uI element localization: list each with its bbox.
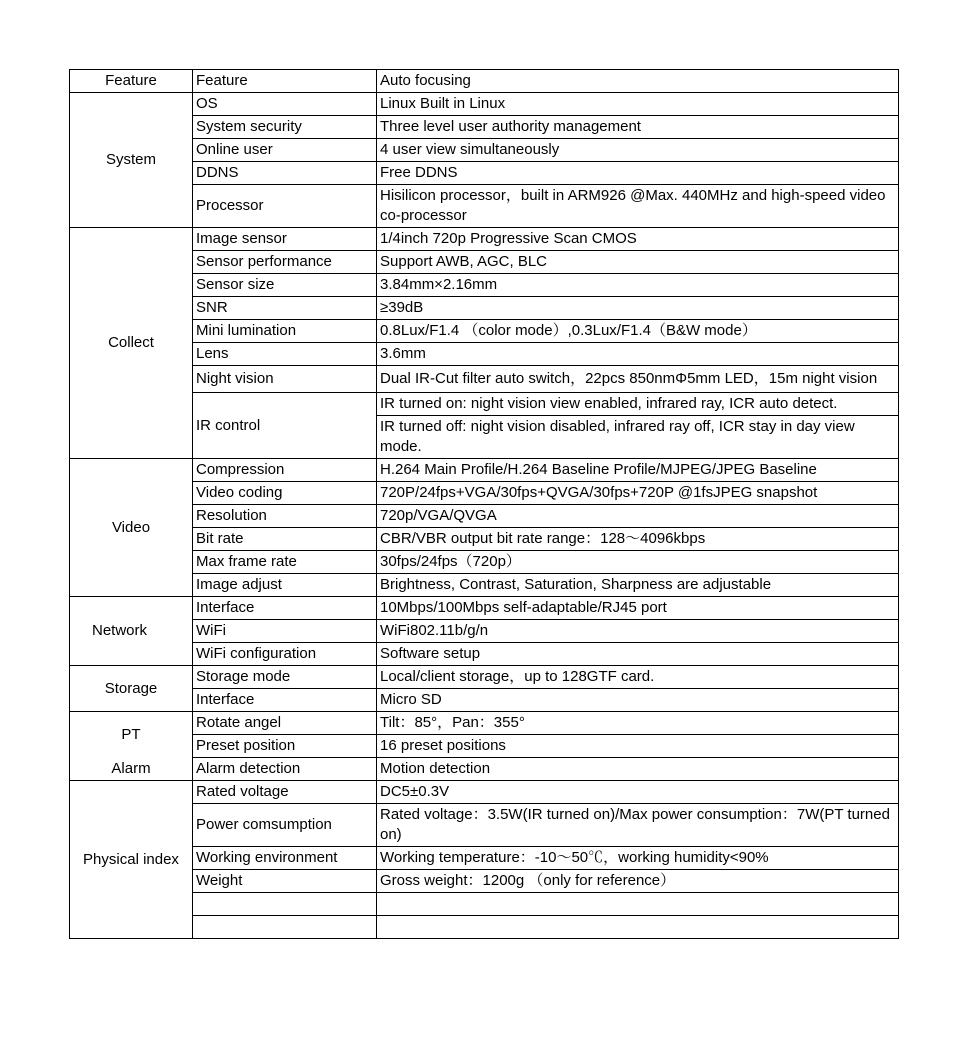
value-cell: Linux Built in Linux — [377, 93, 899, 116]
value-cell: 16 preset positions — [377, 735, 899, 758]
table-row — [70, 297, 899, 320]
table-row — [70, 712, 899, 735]
table-row — [70, 870, 899, 893]
feature-cell: SNR — [193, 297, 377, 320]
table-row — [70, 274, 899, 297]
value-cell: Working temperature：-10～50℃，working humidity<90% — [377, 847, 899, 870]
value-cell: Dual IR-Cut filter auto switch，22pcs 850nmΦ5mm LED，15m night vision — [377, 366, 899, 393]
feature-cell: Sensor size — [193, 274, 377, 297]
group-physical-index: Physical index — [70, 781, 193, 939]
table-row — [70, 574, 899, 597]
value-cell: Hisilicon processor，built in ARM926 @Max. 440MHz and high-speed video co-processor — [377, 185, 899, 228]
group-network: Network — [70, 597, 193, 666]
table-row — [70, 505, 899, 528]
table-row-empty — [70, 893, 899, 916]
empty-cell — [193, 893, 377, 916]
feature-cell: Night vision — [193, 366, 377, 393]
table-row — [70, 666, 899, 689]
feature-cell: Online user — [193, 139, 377, 162]
feature-cell: DDNS — [193, 162, 377, 185]
group-system: System — [70, 93, 193, 228]
value-cell: 720p/VGA/QVGA — [377, 505, 899, 528]
group-alarm: Alarm — [70, 758, 193, 781]
header-category: Feature — [70, 70, 193, 93]
value-cell: 30fps/24fps（720p） — [377, 551, 899, 574]
table-row — [70, 689, 899, 712]
value-cell: 1/4inch 720p Progressive Scan CMOS — [377, 228, 899, 251]
table-row — [70, 781, 899, 804]
table-row — [70, 847, 899, 870]
table-row — [70, 343, 899, 366]
feature-cell: Storage mode — [193, 666, 377, 689]
value-cell: Motion detection — [377, 758, 899, 781]
value-cell: Brightness, Contrast, Saturation, Sharpness are adjustable — [377, 574, 899, 597]
feature-cell: Sensor performance — [193, 251, 377, 274]
value-cell: Support AWB, AGC, BLC — [377, 251, 899, 274]
value-cell: 10Mbps/100Mbps self-adaptable/RJ45 port — [377, 597, 899, 620]
feature-cell: Preset position — [193, 735, 377, 758]
table-row — [70, 162, 899, 185]
feature-cell: System security — [193, 116, 377, 139]
group-storage: Storage — [70, 666, 193, 712]
table-row — [70, 643, 899, 666]
table-row — [70, 320, 899, 343]
feature-cell: Weight — [193, 870, 377, 893]
feature-cell: Max frame rate — [193, 551, 377, 574]
table-row — [70, 758, 899, 781]
value-cell: Micro SD — [377, 689, 899, 712]
table-row — [70, 528, 899, 551]
table-row — [70, 459, 899, 482]
value-cell: IR turned off: night vision disabled, infrared ray off, ICR stay in day view mode. — [377, 416, 899, 459]
value-cell: WiFi802.11b/g/n — [377, 620, 899, 643]
feature-cell: Resolution — [193, 505, 377, 528]
value-cell: ≥39dB — [377, 297, 899, 320]
value-cell: H.264 Main Profile/H.264 Baseline Profile/MJPEG/JPEG Baseline — [377, 459, 899, 482]
feature-cell: Power comsumption — [193, 804, 377, 847]
feature-cell: Working environment — [193, 847, 377, 870]
feature-cell: Alarm detection — [193, 758, 377, 781]
value-cell: 720P/24fps+VGA/30fps+QVGA/30fps+720P @1fsJPEG snapshot — [377, 482, 899, 505]
feature-cell: OS — [193, 93, 377, 116]
feature-cell: Bit rate — [193, 528, 377, 551]
feature-cell: Processor — [193, 185, 377, 228]
value-cell: Rated voltage：3.5W(IR turned on)/Max power consumption：7W(PT turned on) — [377, 804, 899, 847]
table-row — [70, 735, 899, 758]
value-cell: IR turned on: night vision view enabled, infrared ray, ICR auto detect. — [377, 393, 899, 416]
table-row — [70, 366, 899, 393]
value-cell: Local/client storage，up to 128GTF card. — [377, 666, 899, 689]
table-row — [70, 551, 899, 574]
spec-table — [69, 69, 899, 939]
table-row — [70, 93, 899, 116]
table-row — [70, 620, 899, 643]
table-row — [70, 139, 899, 162]
table-row — [70, 185, 899, 228]
feature-cell: Mini lumination — [193, 320, 377, 343]
empty-cell — [377, 893, 899, 916]
feature-cell: Lens — [193, 343, 377, 366]
value-cell: 0.8Lux/F1.4 （color mode）,0.3Lux/F1.4（B&W mode） — [377, 320, 899, 343]
table-row-empty — [70, 916, 899, 939]
value-cell: DC5±0.3V — [377, 781, 899, 804]
header-value: Auto focusing — [377, 70, 899, 93]
value-cell: Gross weight：1200g （only for reference） — [377, 870, 899, 893]
value-cell: Software setup — [377, 643, 899, 666]
empty-cell — [377, 916, 899, 939]
table-row — [70, 251, 899, 274]
feature-cell: Compression — [193, 459, 377, 482]
feature-cell: Image sensor — [193, 228, 377, 251]
value-cell: 4 user view simultaneously — [377, 139, 899, 162]
table-header-row — [70, 70, 899, 93]
table-row — [70, 597, 899, 620]
value-cell: 3.6mm — [377, 343, 899, 366]
feature-cell: WiFi — [193, 620, 377, 643]
table-row — [70, 804, 899, 847]
feature-cell: IR control — [193, 393, 377, 459]
header-feature: Feature — [193, 70, 377, 93]
value-cell: Tilt：85°，Pan：355° — [377, 712, 899, 735]
value-cell: Three level user authority management — [377, 116, 899, 139]
table-row — [70, 482, 899, 505]
group-pt: PT — [70, 712, 193, 758]
table-row — [70, 228, 899, 251]
table-row — [70, 393, 899, 416]
table-row — [70, 116, 899, 139]
feature-cell: Video coding — [193, 482, 377, 505]
empty-cell — [193, 916, 377, 939]
value-cell: Free DDNS — [377, 162, 899, 185]
group-collect: Collect — [70, 228, 193, 459]
feature-cell: Interface — [193, 597, 377, 620]
feature-cell: WiFi configuration — [193, 643, 377, 666]
feature-cell: Rotate angel — [193, 712, 377, 735]
value-cell: 3.84mm×2.16mm — [377, 274, 899, 297]
feature-cell: Rated voltage — [193, 781, 377, 804]
group-video: Video — [70, 459, 193, 597]
feature-cell: Interface — [193, 689, 377, 712]
feature-cell: Image adjust — [193, 574, 377, 597]
value-cell: CBR/VBR output bit rate range：128～4096kbps — [377, 528, 899, 551]
